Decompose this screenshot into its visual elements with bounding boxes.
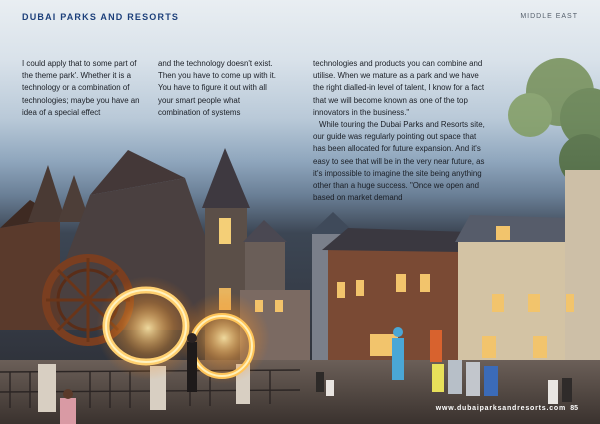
tree — [508, 58, 600, 186]
page-number: 85 — [570, 405, 578, 412]
paragraph: I could apply that to some part of the theme park'. Whether it is a technology or a combination of technologies; maybe you have an idea of a special effect — [22, 59, 140, 117]
text-column-1 — [22, 58, 148, 119]
paragraph: and the technology doesn't exist. Then you have to come up with it. You have to figure it out with all your smart people what combination of systems — [158, 59, 276, 117]
paragraph: technologies and products you can combine and utilise. When we mature as a park and we have the right dialled-in level of talent, I know for a fact that we will become known as one of the top innovators in the business." — [313, 59, 485, 117]
website-url[interactable]: www.dubaiparksandresorts.com — [435, 405, 566, 412]
paragraph: While touring the Dubai Parks and Resorts site, our guide was regularly pointing out space that has been allocated for future expansion. And it's easy to see that will be in the very near future, as it's impossible to imagine the site being anything other than a huge success. "Once we open and based on market demand — [313, 120, 485, 203]
text-column-2 — [158, 58, 284, 119]
section-label: MIDDLE EAST — [520, 13, 578, 20]
publication-title: DUBAI PARKS AND RESORTS — [22, 12, 180, 22]
text-column-3 — [313, 58, 491, 204]
